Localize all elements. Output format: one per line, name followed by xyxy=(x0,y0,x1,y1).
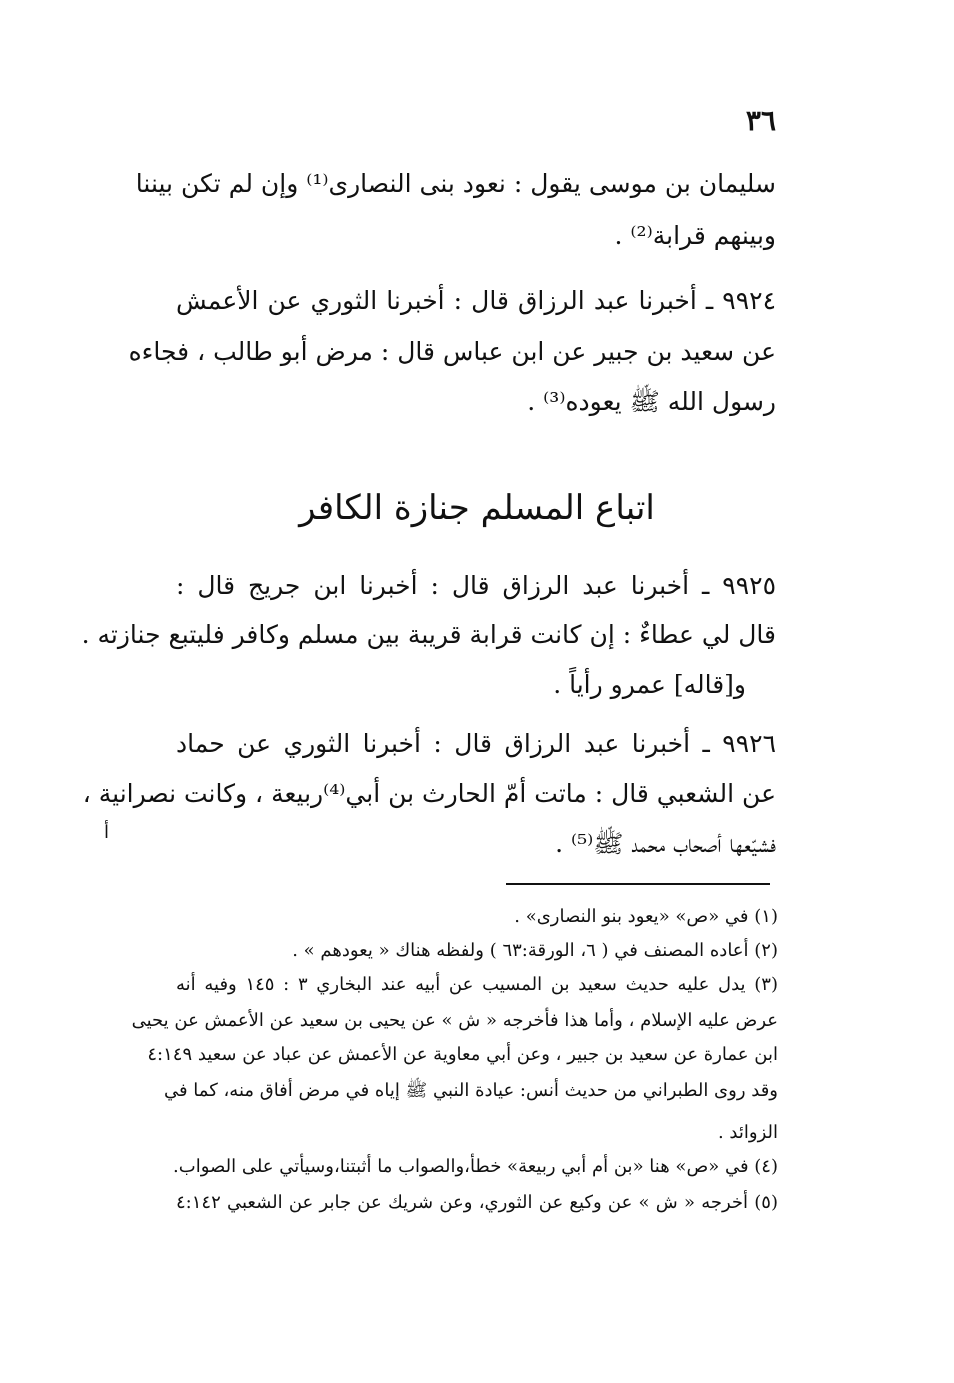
footnote-line: ابن عمارة عن سعيد بن جبير ، وعن أبي معاوية عن الأعمش عن عباد عن سعيد ٤:١٤٩ xyxy=(147,1044,778,1065)
footnote-line: (٢) أعاده المصنف في ( ٦، الورقة:٦٣ ) ولفظه هناك « يعودهم » . xyxy=(292,940,778,961)
body-line: فشيّعها أصحاب محمد ﷺ⁽⁵⁾ . xyxy=(555,829,776,858)
page-number: ٣٦ xyxy=(745,104,776,137)
body-line: رسول الله ﷺ يعوده⁽³⁾ . xyxy=(527,387,776,416)
body-line: عن الشعبي قال : ماتت أمّ الحارث بن أبي⁽⁴⁾ربيعة ، وكانت نصرانية ، xyxy=(82,779,776,808)
body-line: ٩٩٢٤ ـ أخبرنا عبد الرزاق قال : أخبرنا الثوري عن الأعمش xyxy=(176,286,776,315)
footnote-line: (١) في «ص» «يعود بنو النصارى» . xyxy=(514,906,778,927)
body-line: سليمان بن موسى يقول : نعود بنى النصارى⁽¹⁾ وإن لم تكن بيننا xyxy=(135,169,776,198)
body-line: قال لي عطاءٌ : إن كانت قرابة قريبة بين مسلم وكافر فليتبع جنازته . xyxy=(81,620,776,649)
footnote-line: (٥) أخرجه « ش » عن وكيع عن الثوري، وعن شريك عن جابر عن الشعبي ٤:١٤٢ xyxy=(176,1192,778,1213)
margin-mark: أ xyxy=(104,822,110,843)
footnote-line: (٣) يدل عليه حديث سعيد بن المسيب عن أبيه عند البخاري ٣ : ١٤٥ وفيه أنه xyxy=(176,974,778,995)
footnote-line: وقد روى الطبراني من حديث أنس: عيادة النبي ﷺ إياه في مرض أفاق منه، كما في xyxy=(163,1080,778,1101)
body-line: و[قاله] عمرو رأياً . xyxy=(553,670,746,699)
footnote-line: عرض عليه الإسلام ، وأما هذا فأخرجه « ش » عن يحيى بن سعيد عن الأعمش عن يحيى xyxy=(131,1010,778,1031)
body-line: ٩٩٢٦ ـ أخبرنا عبد الرزاق قال : أخبرنا الثوري عن حماد xyxy=(176,729,776,758)
body-line: ٩٩٢٥ ـ أخبرنا عبد الرزاق قال : أخبرنا ابن جريج قال : xyxy=(176,571,776,600)
body-line: عن سعيد بن جبير عن ابن عباس قال : مرض أبو طالب ، فجاءه xyxy=(128,337,776,366)
footnote-line: (٤) في «ص» هنا «بن أم أبي ربيعة» خطأ،والصواب ما أثبتنا،وسيأتي على الصواب. xyxy=(173,1156,778,1177)
footnote-line: الزوائد . xyxy=(717,1122,778,1143)
section-heading: اتباع المسلم جنازة الكافر xyxy=(299,488,655,528)
body-line: وبينهم قرابة⁽²⁾ . xyxy=(614,221,776,250)
footnote-divider xyxy=(506,883,770,885)
